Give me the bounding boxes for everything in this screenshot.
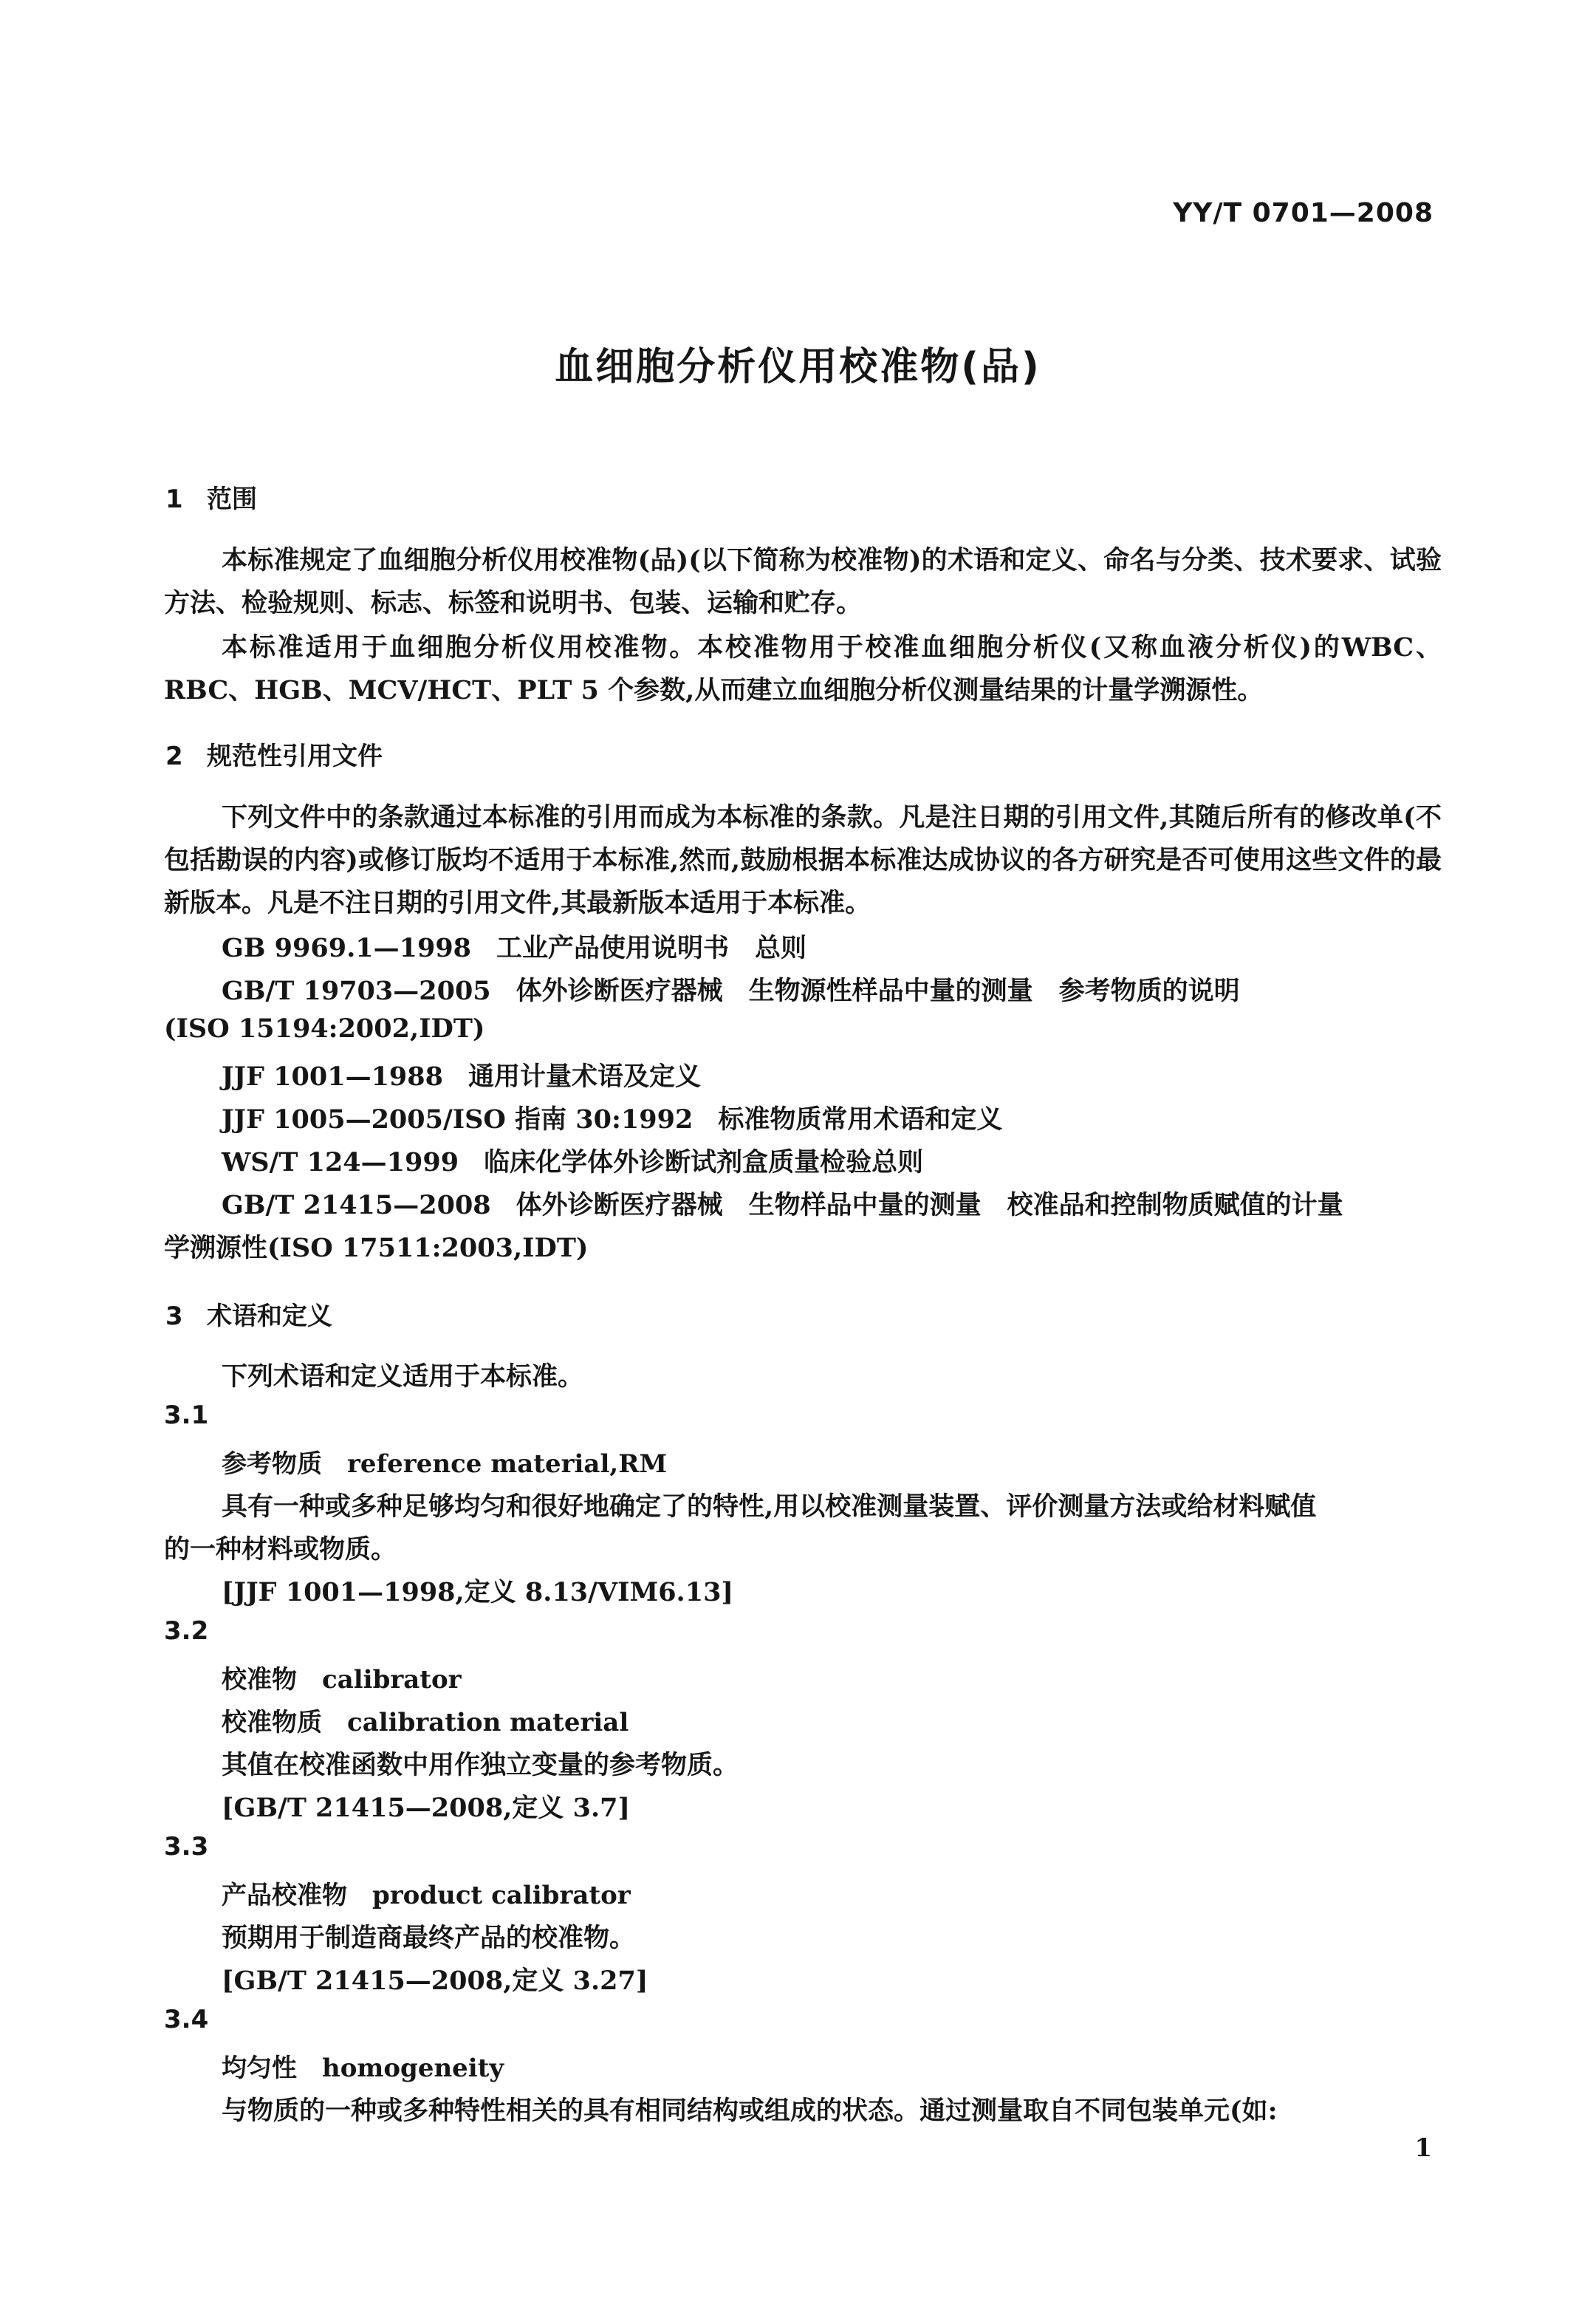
clause-number: 3.3 (164, 1832, 209, 1861)
section-3-intro: 下列术语和定义适用于本标准。 (222, 1361, 584, 1392)
definition-text: 与物质的一种或多种特性相关的具有相同结构或组成的状态。通过测量取自不同包装单元(如: (222, 2096, 1278, 2126)
term-chinese: 校准物 (222, 1665, 297, 1695)
definition-source: [GB/T 21415—2008,定义 3.27] (222, 1966, 648, 1996)
reference-code: GB/T 19703—2005 (222, 976, 491, 1006)
reference-code: JJF 1001—1988 (222, 1061, 443, 1092)
definition-source: [GB/T 21415—2008,定义 3.7] (222, 1793, 631, 1823)
term-english: calibrator (322, 1665, 462, 1695)
term-entry (222, 1702, 629, 1738)
reference-title: 体外诊断医疗器械 生物源性样品中量的测量 参考物质的说明 (516, 976, 1240, 1006)
reference-item (222, 971, 1240, 1008)
definition-text: 具有一种或多种足够均匀和很好地确定了的特性,用以校准测量装置、评价测量方法或给材料赋值 (222, 1491, 1317, 1522)
section-1-paragraph-scope: 本标准规定了血细胞分析仪用校准物(品)(以下简称为校准物)的术语和定义、命名与分类、技术要求、试验方法、检验规则、标志、标签和说明书、包装、运输和贮存。 (164, 545, 1442, 618)
term-chinese: 参考物质 (222, 1449, 322, 1479)
term-english: reference material,RM (347, 1449, 668, 1479)
reference-continuation: (ISO 15194:2002,IDT) (164, 1013, 485, 1044)
term-entry (222, 1443, 667, 1480)
section-title: 规范性引用文件 (207, 742, 383, 771)
term-chinese: 产品校准物 (222, 1881, 347, 1910)
term-english: product calibrator (372, 1881, 631, 1910)
section-number: 3 (165, 1302, 183, 1331)
reference-code: GB/T 21415—2008 (222, 1190, 491, 1220)
reference-item (222, 1056, 701, 1093)
definition-text: 预期用于制造商最终产品的校准物。 (222, 1923, 636, 1953)
reference-code: WS/T 124—1999 (222, 1147, 459, 1177)
reference-code: JJF 1005—2005/ISO 指南 30:1992 (222, 1104, 693, 1135)
term-english: calibration material (347, 1708, 629, 1737)
term-chinese: 校准物质 (222, 1708, 322, 1737)
reference-title: 通用计量术语及定义 (468, 1061, 701, 1092)
reference-title: 临床化学体外诊断试剂盒质量检验总则 (484, 1147, 924, 1177)
clause-number: 3.2 (164, 1616, 209, 1646)
definition-text: 的一种材料或物质。 (164, 1534, 397, 1565)
term-entry (222, 1875, 631, 1911)
section-1-heading (165, 479, 257, 515)
page-number: 1 (1414, 2133, 1432, 2163)
section-title: 范围 (207, 485, 257, 514)
document-title: 血细胞分析仪用校准物(品) (555, 345, 1041, 389)
standard-number: YY/T 0701—2008 (1173, 198, 1434, 228)
section-3-heading (165, 1296, 332, 1332)
section-2-paragraph: 下列文件中的条款通过本标准的引用而成为本标准的条款。凡是注日期的引用文件,其随后所有的修改单(不包括勘误的内容)或修订版均不适用于本标准,然而,鼓励根据本标准达成协议的各方研究是否可使用这些文件的最新版本。凡是不注日期的引用文件,其最新版本适用于本标准。 (164, 802, 1442, 918)
definition-text: 其值在校准函数中用作独立变量的参考物质。 (222, 1750, 739, 1780)
reference-title: 体外诊断医疗器械 生物样品中量的测量 校准品和控制物质赋值的计量 (516, 1190, 1343, 1220)
reference-item (222, 1142, 923, 1179)
reference-title: 工业产品使用说明书 总则 (496, 933, 807, 963)
clause-number: 3.4 (164, 2005, 209, 2034)
section-title: 术语和定义 (207, 1302, 332, 1331)
reference-item (222, 928, 806, 965)
section-1-paragraph-applicability: 本标准适用于血细胞分析仪用校准物。本校准物用于校准血细胞分析仪(又称血液分析仪)的WBC、RBC、HGB、MCV/HCT、PLT 5 个参数,从而建立血细胞分析仪测量结果的计量学溯源性。 (164, 632, 1442, 705)
term-chinese: 均匀性 (222, 2054, 297, 2083)
section-number: 1 (165, 485, 183, 514)
reference-title: 标准物质常用术语和定义 (718, 1104, 1003, 1135)
definition-source: [JJF 1001—1998,定义 8.13/VIM6.13] (222, 1577, 734, 1607)
reference-item (222, 1099, 1002, 1136)
term-english: homogeneity (322, 2054, 504, 2083)
reference-code: GB 9969.1—1998 (222, 933, 472, 963)
section-2-heading (165, 736, 383, 772)
clause-number: 3.1 (164, 1401, 209, 1430)
reference-continuation: 学溯源性(ISO 17511:2003,IDT) (164, 1233, 589, 1263)
term-entry (222, 1659, 462, 1695)
section-number: 2 (165, 742, 183, 771)
reference-item (222, 1185, 1343, 1222)
term-entry (222, 2048, 504, 2084)
